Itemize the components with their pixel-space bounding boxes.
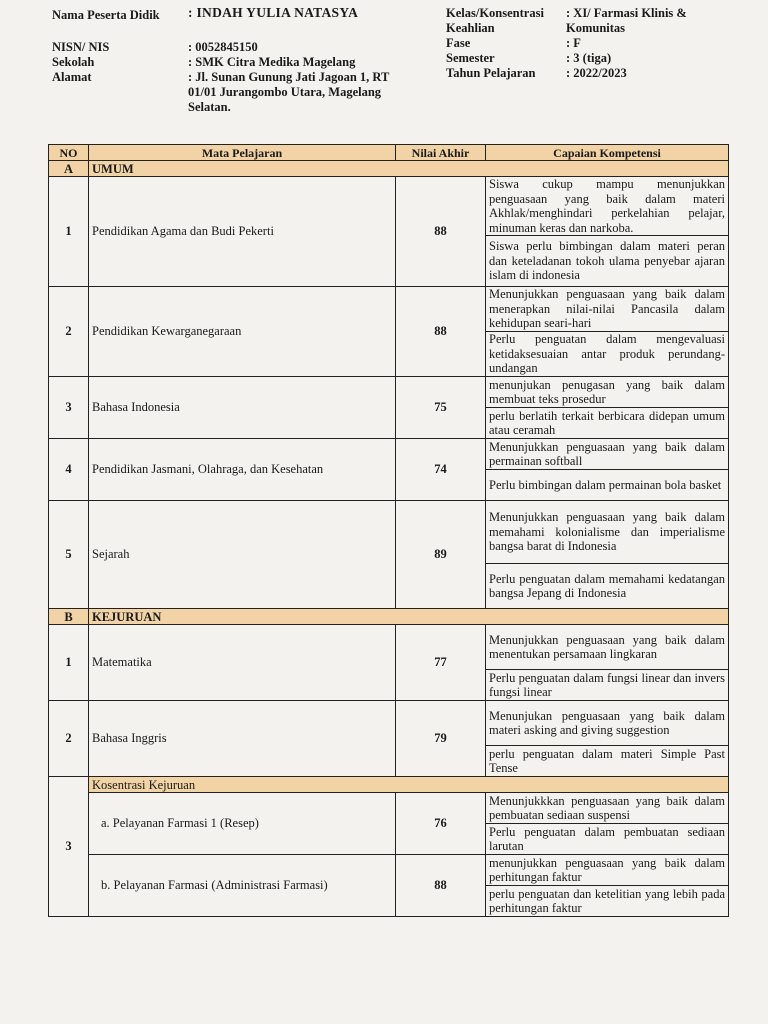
row-no: 3 xyxy=(49,377,89,439)
row-score: 88 xyxy=(396,287,486,377)
row-competency-strength: Menunjukkan penguasaan yang baik dalam permainan softball xyxy=(486,439,729,470)
col-header-no: NO xyxy=(49,145,89,161)
value-nama: : INDAH YULIA NATASYA xyxy=(188,5,359,20)
row-score: 88 xyxy=(396,177,486,287)
value-tahun: : 2022/2023 xyxy=(566,66,627,80)
row-competency-improve: Perlu penguatan dalam mengevaluasi ketidaksesuaian antar produk perundang-undangan xyxy=(486,332,729,377)
value-fase: : F xyxy=(566,36,581,50)
label-nisn: NISN/ NIS xyxy=(52,40,110,54)
label-sekolah: Sekolah xyxy=(52,55,95,69)
row-competency-strength: Menunjukkan penguasaan yang baik dalam menerapkan nilai-nilai Pancasila dalam kehidupan seari-hari xyxy=(486,287,729,332)
row-competency-improve: Perlu bimbingan dalam permainan bola basket xyxy=(486,470,729,501)
section-kejuruan xyxy=(49,609,729,625)
row-competency-strength: Siswa cukup mampu menunjukkan penguasaan yang baik dalam materi Akhlak/menghindari perkelahian pelajar, minuman keras dan narkoba. xyxy=(486,177,729,236)
table-row xyxy=(49,855,729,886)
table-row xyxy=(49,177,729,236)
row-competency-strength: Menunjukkkan penguasaan yang baik dalam pembuatan sediaan suspensi xyxy=(486,793,729,824)
section-title: UMUM xyxy=(89,161,729,177)
section-code: B xyxy=(49,609,89,625)
row-subject: b. Pelayanan Farmasi (Administrasi Farmasi) xyxy=(89,855,396,917)
row-subject: Matematika xyxy=(89,625,396,701)
label-tahun: Tahun Pelajaran xyxy=(446,66,536,80)
row-no: 5 xyxy=(49,501,89,609)
col-header-competency: Capaian Kompetensi xyxy=(486,145,729,161)
row-no: 4 xyxy=(49,439,89,501)
label-fase: Fase xyxy=(446,36,471,50)
value-kelas: : XI/ Farmasi Klinis & Komunitas xyxy=(566,6,687,35)
row-competency-strength: Menunjukan penguasaan yang baik dalam materi asking and giving suggestion xyxy=(486,701,729,746)
row-score: 89 xyxy=(396,501,486,609)
row-subject: Pendidikan Kewarganegaraan xyxy=(89,287,396,377)
row-competency-strength: Menunjukkan penguasaan yang baik dalam memahami kolonialisme dan imperialisme bangsa barat di Indonesia xyxy=(486,501,729,564)
row-score: 74 xyxy=(396,439,486,501)
row-no: 2 xyxy=(49,701,89,777)
table-row xyxy=(49,287,729,332)
label-alamat: Alamat xyxy=(52,70,92,84)
row-no: 2 xyxy=(49,287,89,377)
row-score: 75 xyxy=(396,377,486,439)
section-title: KEJURUAN xyxy=(89,609,729,625)
row-score: 76 xyxy=(396,793,486,855)
row-competency-improve: Siswa perlu bimbingan dalam materi peran dan keteladanan tokoh ulama penyebar ajaran islam di indonesia xyxy=(486,236,729,287)
value-semester: : 3 (tiga) xyxy=(566,51,612,65)
row-competency-strength: Menunjukkan penguasaan yang baik dalam menentukan persamaan lingkaran xyxy=(486,625,729,670)
value-alamat: : Jl. Sunan Gunung Jati Jagoan 1, RT 01/01 Jurangombo Utara, Magelang Selatan. xyxy=(188,70,390,114)
table-row xyxy=(49,439,729,470)
row-score: 88 xyxy=(396,855,486,917)
row-score: 79 xyxy=(396,701,486,777)
table-row xyxy=(49,701,729,746)
label-semester: Semester xyxy=(446,51,495,65)
value-sekolah: : SMK Citra Medika Magelang xyxy=(188,55,356,69)
table-row xyxy=(49,793,729,824)
row-subject: Pendidikan Jasmani, Olahraga, dan Kesehatan xyxy=(89,439,396,501)
concentration-title: Kosentrasi Kejuruan xyxy=(89,777,729,793)
row-score: 77 xyxy=(396,625,486,701)
table-row xyxy=(49,625,729,670)
section-code: A xyxy=(49,161,89,177)
row-subject: a. Pelayanan Farmasi 1 (Resep) xyxy=(89,793,396,855)
row-competency-improve: Perlu penguatan dalam pembuatan sediaan larutan xyxy=(486,824,729,855)
row-subject: Bahasa Inggris xyxy=(89,701,396,777)
row-no: 3 xyxy=(49,777,89,917)
row-competency-strength: menunjukkan penguasaan yang baik dalam perhitungan faktur xyxy=(486,855,729,886)
row-competency-improve: Perlu penguatan dalam memahami kedatangan bangsa Jepang di Indonesia xyxy=(486,564,729,609)
row-no: 1 xyxy=(49,625,89,701)
table-row xyxy=(49,501,729,564)
student-info xyxy=(0,0,768,140)
row-competency-improve: perlu penguatan dan ketelitian yang lebih pada perhitungan faktur xyxy=(486,886,729,917)
label-nama: Nama Peserta Didik xyxy=(52,8,160,22)
row-competency-improve: perlu penguatan dalam materi Simple Past Tense xyxy=(486,746,729,777)
table-header-row xyxy=(49,145,729,161)
row-subject: Bahasa Indonesia xyxy=(89,377,396,439)
row-subject: Pendidikan Agama dan Budi Pekerti xyxy=(89,177,396,287)
grades-table xyxy=(48,144,729,917)
col-header-subject: Mata Pelajaran xyxy=(89,145,396,161)
row-no: 1 xyxy=(49,177,89,287)
value-nisn: : 0052845150 xyxy=(188,40,258,54)
row-competency-improve: perlu berlatih terkait berbicara didepan umum atau ceramah xyxy=(486,408,729,439)
concentration-header-row xyxy=(49,777,729,793)
row-competency-improve: Perlu penguatan dalam fungsi linear dan invers fungsi linear xyxy=(486,670,729,701)
row-competency-strength: menunjukan penugasan yang baik dalam membuat teks prosedur xyxy=(486,377,729,408)
table-row xyxy=(49,377,729,408)
label-kelas: Kelas/Konsentrasi Keahlian xyxy=(446,6,544,35)
col-header-score: Nilai Akhir xyxy=(396,145,486,161)
section-umum xyxy=(49,161,729,177)
row-subject: Sejarah xyxy=(89,501,396,609)
